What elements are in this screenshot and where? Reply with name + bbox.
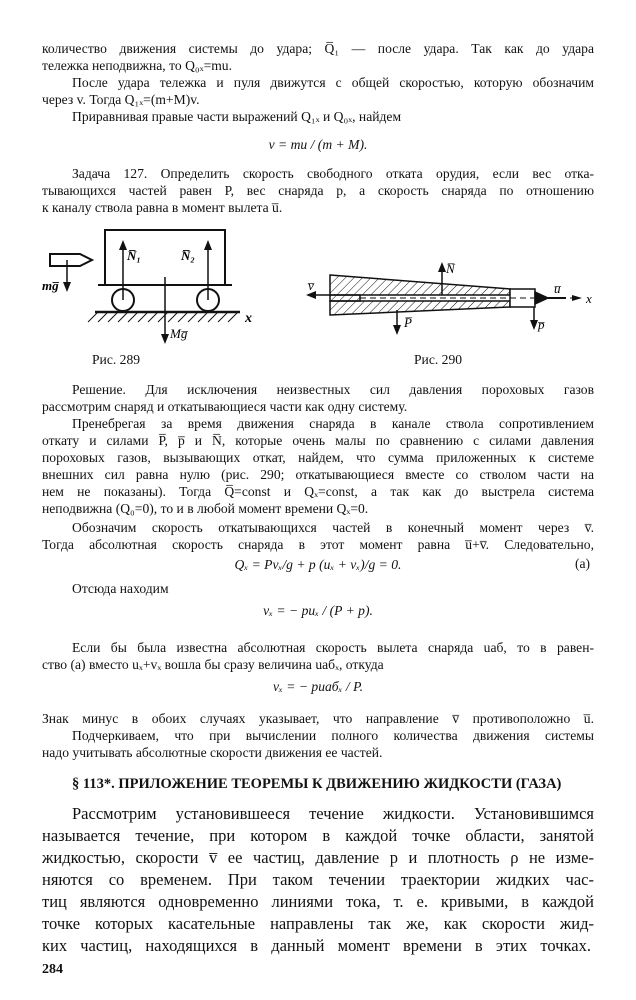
text-line: Отсюда находим: [72, 581, 169, 596]
text-line: откату и силами P̅, p̅ и N̅, которые очень малы по сравнению с силами давления: [42, 433, 594, 448]
text-line: Решение. Для исключения неизвестных сил давления пороховых газов: [72, 382, 594, 397]
text-line: Подчеркиваем, что при вычислении полного количества движения системы: [72, 728, 594, 743]
label-N: N̅: [446, 261, 455, 276]
text-line: Тогда абсолютная скорость снаряда в этот момент равна u̅+v̅. Следовательно,: [42, 537, 594, 552]
ground-hatching: [88, 312, 238, 322]
label-x: x: [586, 291, 592, 306]
text-line: няются со временем. При таком течении траектории жидких час-: [42, 870, 594, 889]
text-line: к каналу ствола равна в момент вылета u̅.: [42, 200, 283, 215]
label-v: v̅: [308, 278, 314, 293]
label-n1: N̅₁: [127, 248, 141, 263]
text-line: Пренебрегая за время движения снаряда в канале ствола сопротивлением: [72, 416, 594, 431]
text-line: внешних сил равна нулю (рис. 290; откатывающиеся вместе со стволом части на: [42, 467, 594, 482]
text-line: Приравнивая правые части выражений Q₁ₓ и Q₀ₓ, найдем: [72, 109, 402, 124]
label-mg: mg̅: [42, 278, 59, 293]
text-line: неподвижна (Q₀=0), то и в любой момент времени Qₓ=0.: [42, 501, 369, 516]
barrel-bottom-wall: [330, 301, 510, 315]
page-number: 284: [42, 962, 63, 977]
text-line: рассмотрим снаряд и откатывающиеся части как одну систему.: [42, 399, 408, 414]
text-line: называется течение, при котором в каждой точке области, занятой: [42, 826, 594, 845]
figure-290: [300, 255, 600, 355]
caption-fig-289: Рис. 289: [92, 352, 141, 367]
text-line: надо учитывать абсолютные скорости движения ее частей.: [42, 745, 383, 760]
caption-fig-290: Рис. 290: [414, 352, 463, 367]
formula-vx: vₓ = − puₓ / (P + p).: [263, 603, 373, 618]
text-line: тележка неподвижна, то Q₀ₓ=mu.: [42, 58, 233, 73]
text-line: тывающихся частей равен P, вес снаряда p, а скорость снаряда по отношению: [42, 183, 594, 198]
equation-a: Qₓ = Pvₓ/g + p (uₓ + vₓ)/g = 0.: [234, 557, 402, 572]
text-line: Знак минус в обоих случаях указывает, что направление v̅ противоположно u̅.: [42, 711, 594, 726]
text-line: точке которых касательные направлены так же, как скорости жид-: [42, 914, 594, 933]
text-line: ство (а) вместо uₓ+vₓ вошла бы сразу величина uабₓ, откуда: [42, 657, 384, 672]
text-line: через v. Тогда Q₁ₓ=(m+M)v.: [42, 92, 200, 107]
text-line: количество движения системы до удара; Q̅₁ — после удара. Так как до удара: [42, 41, 594, 56]
problem-title-line: Задача 127. Определить скорость свободного отката орудия, если вес отка-: [72, 166, 594, 181]
barrel-top-wall: [330, 275, 510, 295]
bullet: [50, 254, 92, 266]
text-line: нем не показаны). Тогда Q̅=const и Qₓ=const, а так как до выстрела система: [42, 484, 594, 499]
label-p: p̅: [538, 317, 545, 332]
figure-289: [40, 222, 285, 350]
text-line: После удара тележка и пуля движутся с общей скоростью, которую обозначим: [72, 75, 594, 90]
formula-v: v = mu / (m + M).: [268, 137, 368, 152]
text-line: Обозначим скорость откатывающихся частей в конечный момент через v̅.: [72, 520, 594, 535]
label-Mg: Mg̅: [170, 326, 188, 341]
section-heading: § 113*. ПРИЛОЖЕНИЕ ТЕОРЕМЫ К ДВИЖЕНИЮ ЖИДКОСТИ (ГАЗА): [72, 776, 562, 792]
text-line: тиц являются одновременно линиями тока, т. е. кривыми, в каждой: [42, 892, 594, 911]
text-line: Если бы была известна абсолютная скорость вылета снаряда uаб, то в равен-: [72, 640, 594, 655]
equation-label: (a): [575, 556, 591, 571]
formula-vx-abs: vₓ = − puабₓ / P.: [272, 679, 364, 694]
label-x: x: [245, 311, 252, 326]
text-line: пороховых газов, вызывающих откат, найдем, что сумма приложенных к системе: [42, 450, 594, 465]
text-line: жидкостью, скорости v̅ ее частиц, давление p и плотность ρ не изме-: [42, 848, 594, 867]
label-u: u̅: [554, 281, 561, 296]
label-P: P̅: [404, 315, 412, 330]
text-line: Рассмотрим установившееся течение жидкости. Установившимся: [72, 804, 594, 823]
text-line: ких частиц, находящихся в данный момент времени в этих точках.: [42, 936, 591, 955]
label-n2: N̅₂: [181, 248, 195, 263]
